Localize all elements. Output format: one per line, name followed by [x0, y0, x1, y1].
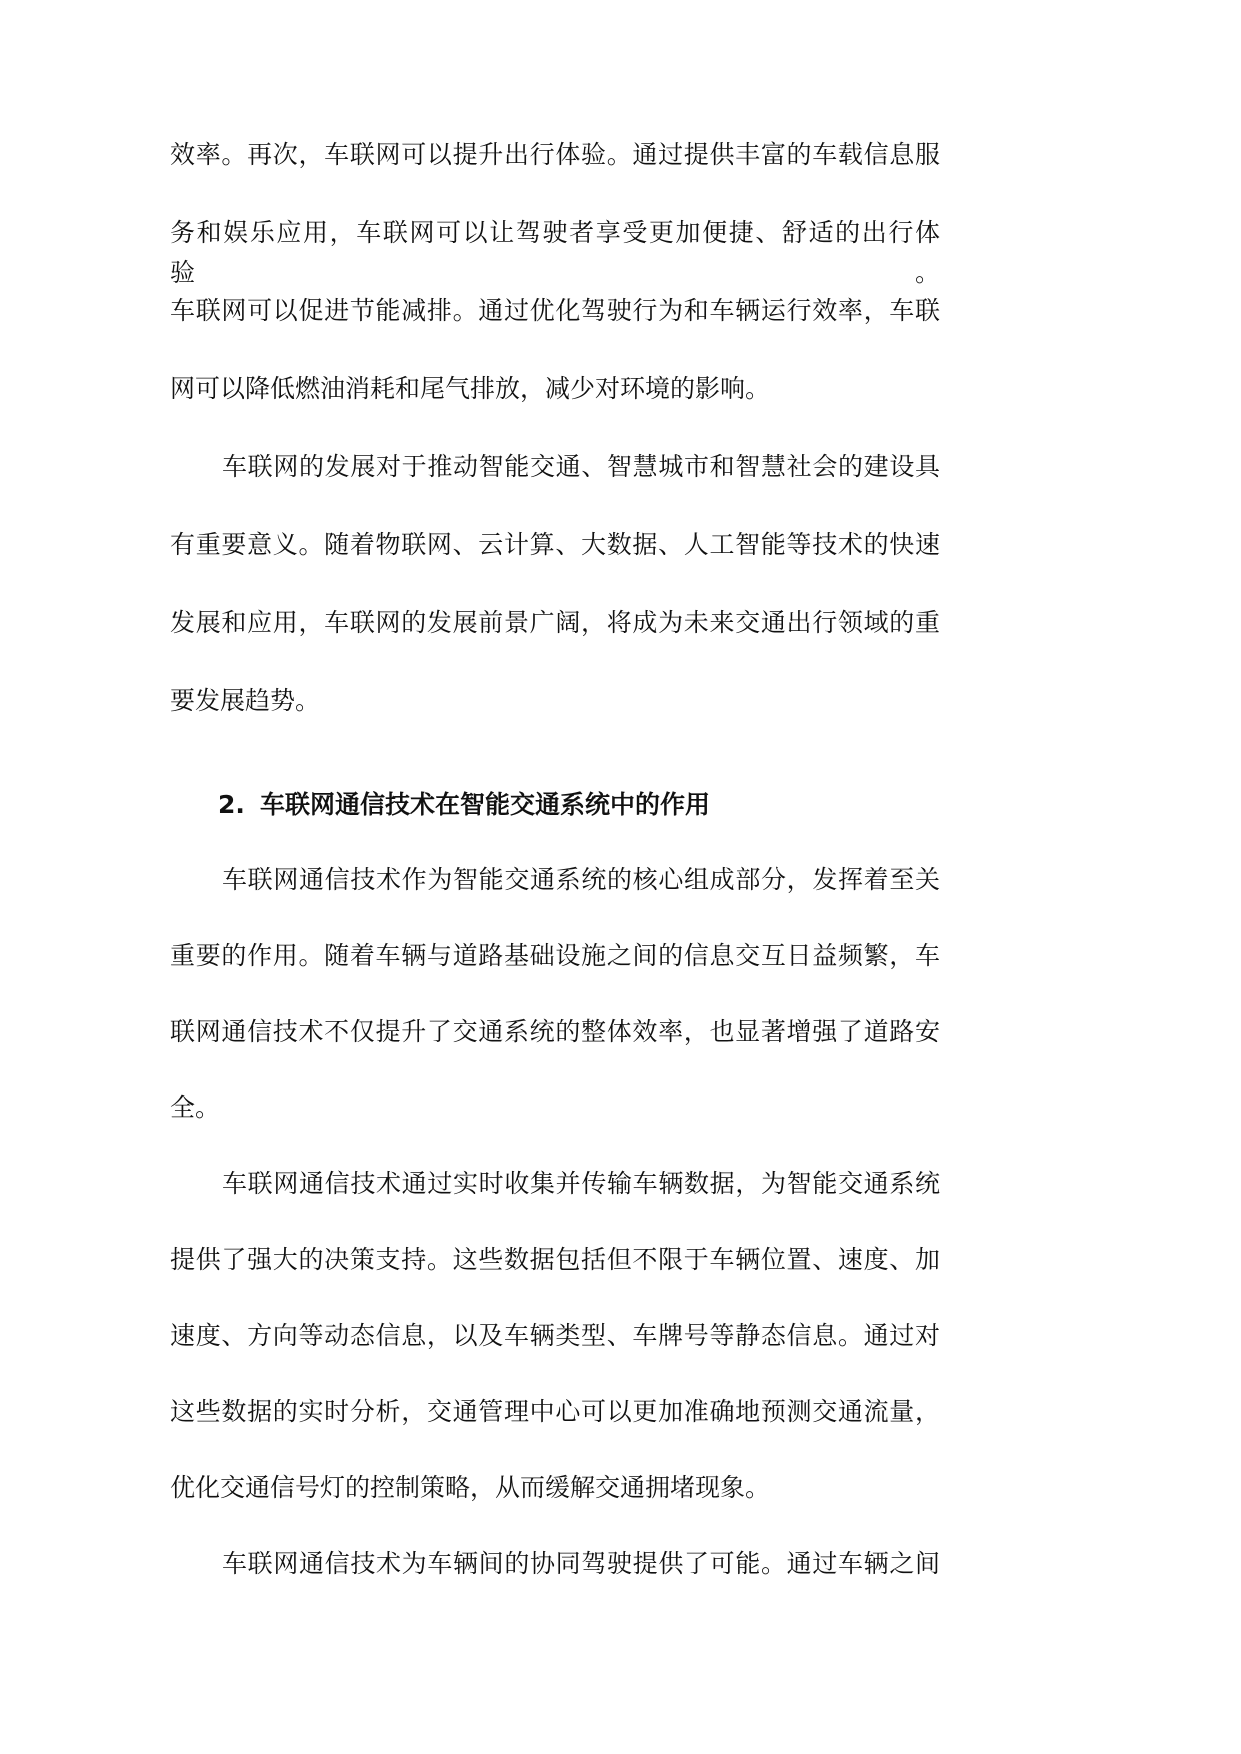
paragraph-line: 车联网通信技术为车辆间的协同驾驶提供了可能。通过车辆之间: [222, 1549, 940, 1578]
paragraph-line: 车联网的发展对于推动智能交通、智慧城市和智慧社会的建设具: [222, 452, 940, 481]
paragraph-line: 务和娱乐应用，车联网可以让驾驶者享受更加便捷、舒适的出行体验。: [170, 218, 940, 287]
paragraph-line: 优化交通信号灯的控制策略，从而缓解交通拥堵现象。: [170, 1473, 771, 1502]
paragraph-line: 重要的作用。随着车辆与道路基础设施之间的信息交互日益频繁，车: [170, 941, 940, 970]
paragraph-line: 车联网通信技术作为智能交通系统的核心组成部分，发挥着至关: [222, 865, 940, 894]
section-heading-number: 2.: [218, 790, 245, 819]
paragraph-line: 效率。再次，车联网可以提升出行体验。通过提供丰富的车载信息服: [170, 140, 940, 169]
section-heading-title: 车联网通信技术在智能交通系统中的作用: [260, 790, 711, 819]
paragraph-line: 速度、方向等动态信息，以及车辆类型、车牌号等静态信息。通过对: [170, 1321, 940, 1350]
paragraph-line: 发展和应用，车联网的发展前景广阔，将成为未来交通出行领域的重: [170, 608, 940, 637]
paragraph-line: 车联网通信技术通过实时收集并传输车辆数据，为智能交通系统: [222, 1169, 940, 1198]
paragraph-line: 要发展趋势。: [170, 686, 321, 715]
paragraph-line: 这些数据的实时分析，交通管理中心可以更加准确地预测交通流量，: [170, 1397, 940, 1426]
paragraph-line: 提供了强大的决策支持。这些数据包括但不限于车辆位置、速度、加: [170, 1245, 940, 1274]
paragraph-line: 网可以降低燃油消耗和尾气排放，减少对环境的影响。: [170, 374, 771, 403]
paragraph-line: 有重要意义。随着物联网、云计算、大数据、人工智能等技术的快速: [170, 530, 940, 559]
paragraph-line: 全。: [170, 1093, 221, 1122]
paragraph-line: 联网通信技术不仅提升了交通系统的整体效率，也显著增强了道路安: [170, 1017, 940, 1046]
paragraph-line: 车联网可以促进节能减排。通过优化驾驶行为和车辆运行效率，车联: [170, 296, 940, 325]
